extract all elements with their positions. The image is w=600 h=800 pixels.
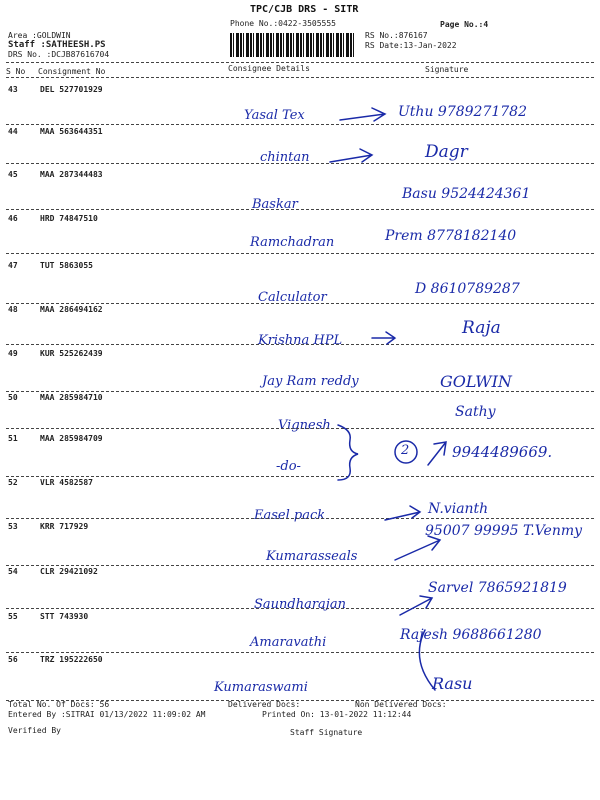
row-consignment: TUT 5863055 [40, 261, 93, 270]
row-signature: Raja [462, 318, 501, 338]
barcode-image [230, 33, 356, 57]
staff-signature-label: Staff Signature [290, 728, 363, 737]
row-divider [6, 608, 594, 609]
row-consignee-name: chintan [260, 150, 310, 165]
rs-date: RS Date:13-Jan-2022 [365, 41, 457, 50]
row-sno: 50 [8, 393, 18, 402]
row-divider [6, 124, 594, 125]
row-divider [6, 391, 594, 392]
row-signature: Sathy [455, 404, 496, 420]
arrow-mark [340, 108, 385, 121]
arrow-mark [400, 596, 432, 615]
row-signature: Dagr [425, 142, 468, 162]
phone-number: Phone No.:0422-3505555 [230, 19, 336, 28]
row-sno: 53 [8, 522, 18, 531]
row-consignment: TRZ 195222650 [40, 655, 103, 664]
row-consignee-name: Easel pack [254, 508, 326, 523]
entered-by: Entered By :SITRAI 01/13/2022 11:09:02 AM [8, 710, 206, 719]
row-consignment: STT 743930 [40, 612, 89, 621]
row-signature: 95007 99995 T.Venmy [425, 523, 583, 539]
row-divider [6, 209, 594, 210]
row-signature: Prem 8778182140 [385, 228, 517, 244]
row-sno: 46 [8, 214, 18, 223]
row-consignment: MAA 286494162 [40, 305, 103, 314]
row-consignment: KRR 717929 [40, 522, 89, 531]
verified-by: Verified By [8, 726, 61, 735]
row-signature: 9944489669. [452, 443, 553, 461]
row-signature: Uthu 9789271782 [398, 104, 527, 120]
row-divider [6, 518, 594, 519]
row-divider [6, 565, 594, 566]
row-signature: Sarvel 7865921819 [428, 580, 567, 596]
row-consignment: MAA 285984710 [40, 393, 103, 402]
row-consignee-name: Baskar [252, 197, 298, 212]
row-consignment: DEL 527701929 [40, 85, 103, 94]
row-sno: 52 [8, 478, 18, 487]
row-signature: D 8610789287 [415, 281, 520, 297]
circle-mark-number: 2 [401, 443, 410, 458]
delivered-docs: Delivered Docs: [228, 700, 301, 709]
row-consignment: MAA 285984709 [40, 434, 103, 443]
row-divider [6, 476, 594, 477]
row-consignee-name: Ramchadran [250, 235, 335, 250]
row-signature: Rasu [432, 674, 473, 693]
row-sno: 48 [8, 305, 18, 314]
row-consignment: MAA 563644351 [40, 127, 103, 136]
column-consignee: Consignee Details [228, 64, 310, 73]
column-divider [6, 77, 594, 78]
row-sno: 49 [8, 349, 18, 358]
page-number: Page No.:4 [440, 20, 489, 29]
column-sno: S No [6, 67, 26, 76]
row-divider [6, 303, 594, 304]
row-consignment: MAA 287344483 [40, 170, 103, 179]
row-consignee-name: Saundharajan [254, 597, 346, 612]
row-consignee-name: Vignesh [278, 418, 331, 433]
brace-mark [338, 425, 358, 480]
row-signature: GOLWIN [440, 372, 512, 391]
row-divider [6, 163, 594, 164]
row-consignee-name: Krishna HPL [258, 333, 343, 348]
document-title: TPC/CJB DRS - SITR [250, 4, 359, 15]
row-signature: Rajesh 9688661280 [400, 627, 542, 643]
row-sno: 54 [8, 567, 18, 576]
arrow-mark [395, 536, 440, 560]
row-consignee-name: Kumaraswami [214, 680, 308, 695]
rs-number: RS No.:876167 [365, 31, 428, 40]
row-consignee-name: Yasal Tex [244, 108, 305, 123]
row-sno: 47 [8, 261, 18, 270]
row-consignment: HRD 74847510 [40, 214, 98, 223]
row-sno: 44 [8, 127, 18, 136]
arrow-mark [372, 332, 395, 344]
row-consignment: CLR 29421092 [40, 567, 98, 576]
row-divider [6, 344, 594, 345]
area-label: Area :GOLDWIN [8, 31, 71, 40]
printed-on: Printed On: 13-01-2022 11:12:44 [262, 710, 412, 719]
row-sno: 56 [8, 655, 18, 664]
row-consignee-name: Kumarasseals [266, 549, 358, 564]
arrow-mark [330, 149, 372, 162]
row-consignee-name: -do- [276, 459, 301, 474]
row-sno: 43 [8, 85, 18, 94]
total-docs: Total No. Of Docs: 56 [8, 700, 110, 709]
row-consignee-name: Amaravathi [250, 635, 327, 650]
row-divider [6, 428, 594, 429]
column-consignment: Consignment No [38, 67, 106, 76]
header-divider [6, 62, 594, 63]
row-consignee-name: Jay Ram reddy [262, 374, 359, 389]
row-sno: 55 [8, 612, 18, 621]
row-consignment: VLR 4582587 [40, 478, 93, 487]
arrow-mark [428, 442, 446, 465]
row-divider [6, 652, 594, 653]
non-delivered-docs: Non Delivered Docs: [355, 700, 447, 709]
row-consignee-name: Calculator [258, 290, 327, 305]
row-sno: 45 [8, 170, 18, 179]
column-signature: Signature [425, 65, 469, 74]
row-divider [6, 253, 594, 254]
drs-number: DRS No. :DCJB87616704 [8, 50, 110, 59]
row-signature: Basu 9524424361 [402, 186, 531, 202]
row-consignment: KUR 525262439 [40, 349, 103, 358]
staff-label: Staff :SATHEESH.PS [8, 40, 106, 50]
row-sno: 51 [8, 434, 18, 443]
row-signature: N.vianth [428, 501, 489, 517]
